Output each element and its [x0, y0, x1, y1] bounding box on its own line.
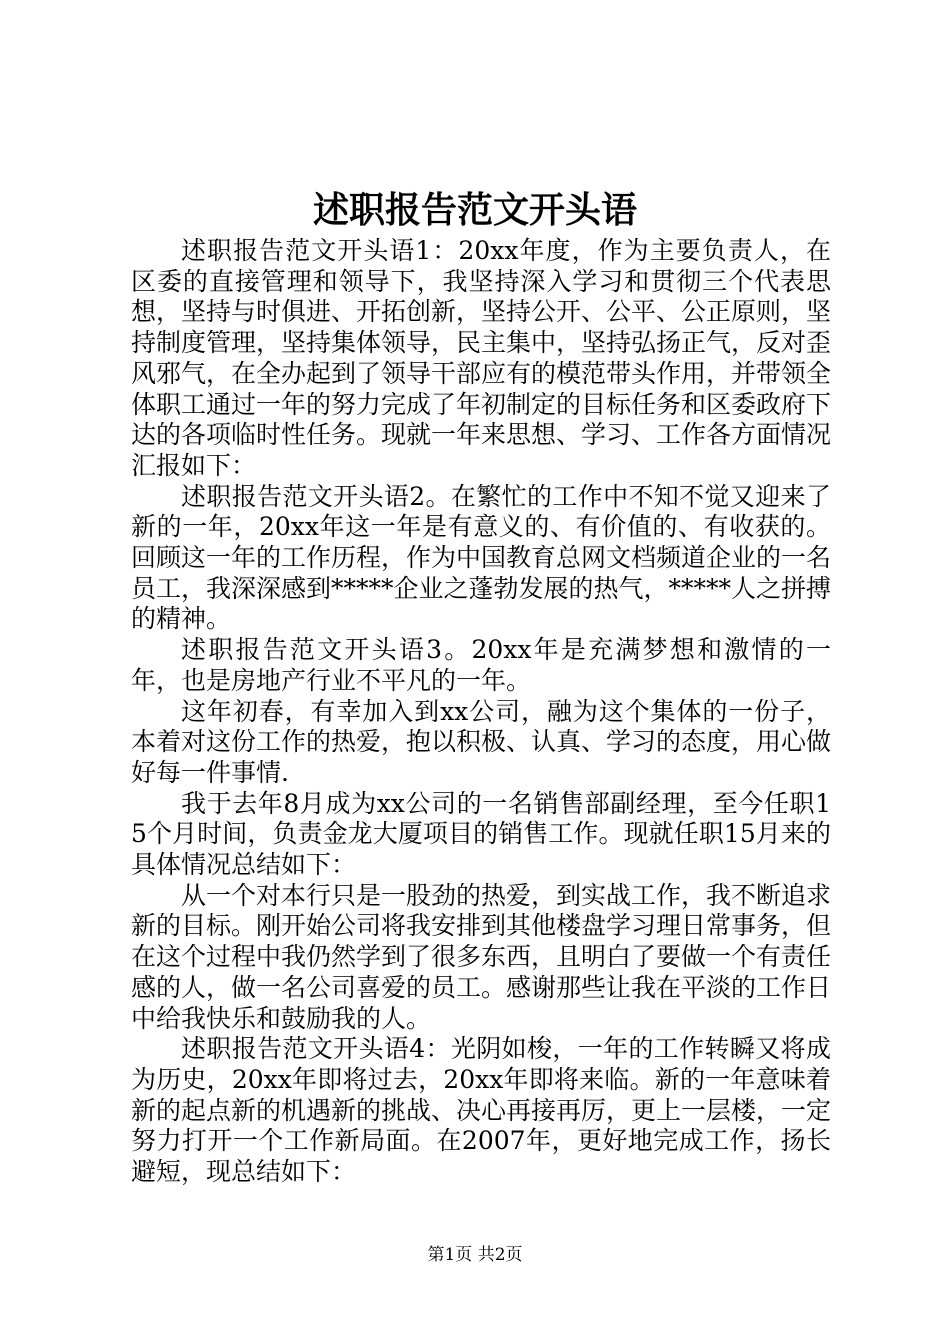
paragraph: 述职报告范文开头语4：光阴如梭，一年的工作转瞬又将成为历史，20xx年即将过去，20xx年即将来临。新的一年意味着新的起点新的机遇新的挑战、决心再接再厉，更上一层楼，一定努力打开一个工作新局面。在2007年，更好地完成工作，扬长避短，现总结如下：: [131, 1034, 832, 1187]
paragraph: 述职报告范文开头语3。20xx年是充满梦想和激情的一年，也是房地产行业不平凡的一年。: [131, 635, 831, 695]
paragraph: 从一个对本行只是一股劲的热爱，到实战工作，我不断追求新的目标。刚开始公司将我安排到其他楼盘学习理日常事务，但在这个过程中我仍然学到了很多东西，且明白了要做一个有责任感的人，做一名公司喜爱的员工。感谢那些让我在平淡的工作日中给我快乐和鼓励我的人。: [131, 880, 832, 1033]
page-number-footer: 第1页 共2页: [427, 1245, 523, 1265]
paragraph: 我于去年8月成为xx公司的一名销售部副经理，至今任职15个月时间，负责金龙大厦项目的销售工作。现就任职15月来的具体情况总结如下：: [131, 788, 831, 880]
paragraph: 这年初春，有幸加入到xx公司，融为这个集体的一份子，本着对这份工作的热爱，抱以积极、认真、学习的态度，用心做好每一件事情.: [131, 696, 832, 787]
paragraph: 述职报告范文开头语2。在繁忙的工作中不知不觉又迎来了新的一年，20xx年这一年是有意义的、有价值的、有收获的。回顾这一年的工作历程，作为中国教育总网文档频道企业的一名员工，我深深感到*****企业之蓬勃发展的热气，*****人之拼搏的精神。: [131, 481, 832, 634]
paragraph: 述职报告范文开头语1：20xx年度，作为主要负责人，在区委的直接管理和领导下，我坚持深入学习和贯彻三个代表思想，坚持与时俱进、开拓创新，坚持公开、公平、公正原则，坚持制度管理，坚持集体领导，民主集中，坚持弘扬正气，反对歪风邪气，在全办起到了领导干部应有的模范带头作用，并带领全体职工通过一年的努力完成了年初制定的目标任务和区委政府下达的各项临时性任务。现就一年来思想、学习、工作各方面情况汇报如下：: [131, 236, 832, 480]
page-title: 述职报告范文开头语: [312, 189, 637, 231]
document-body: [131, 236, 831, 1188]
